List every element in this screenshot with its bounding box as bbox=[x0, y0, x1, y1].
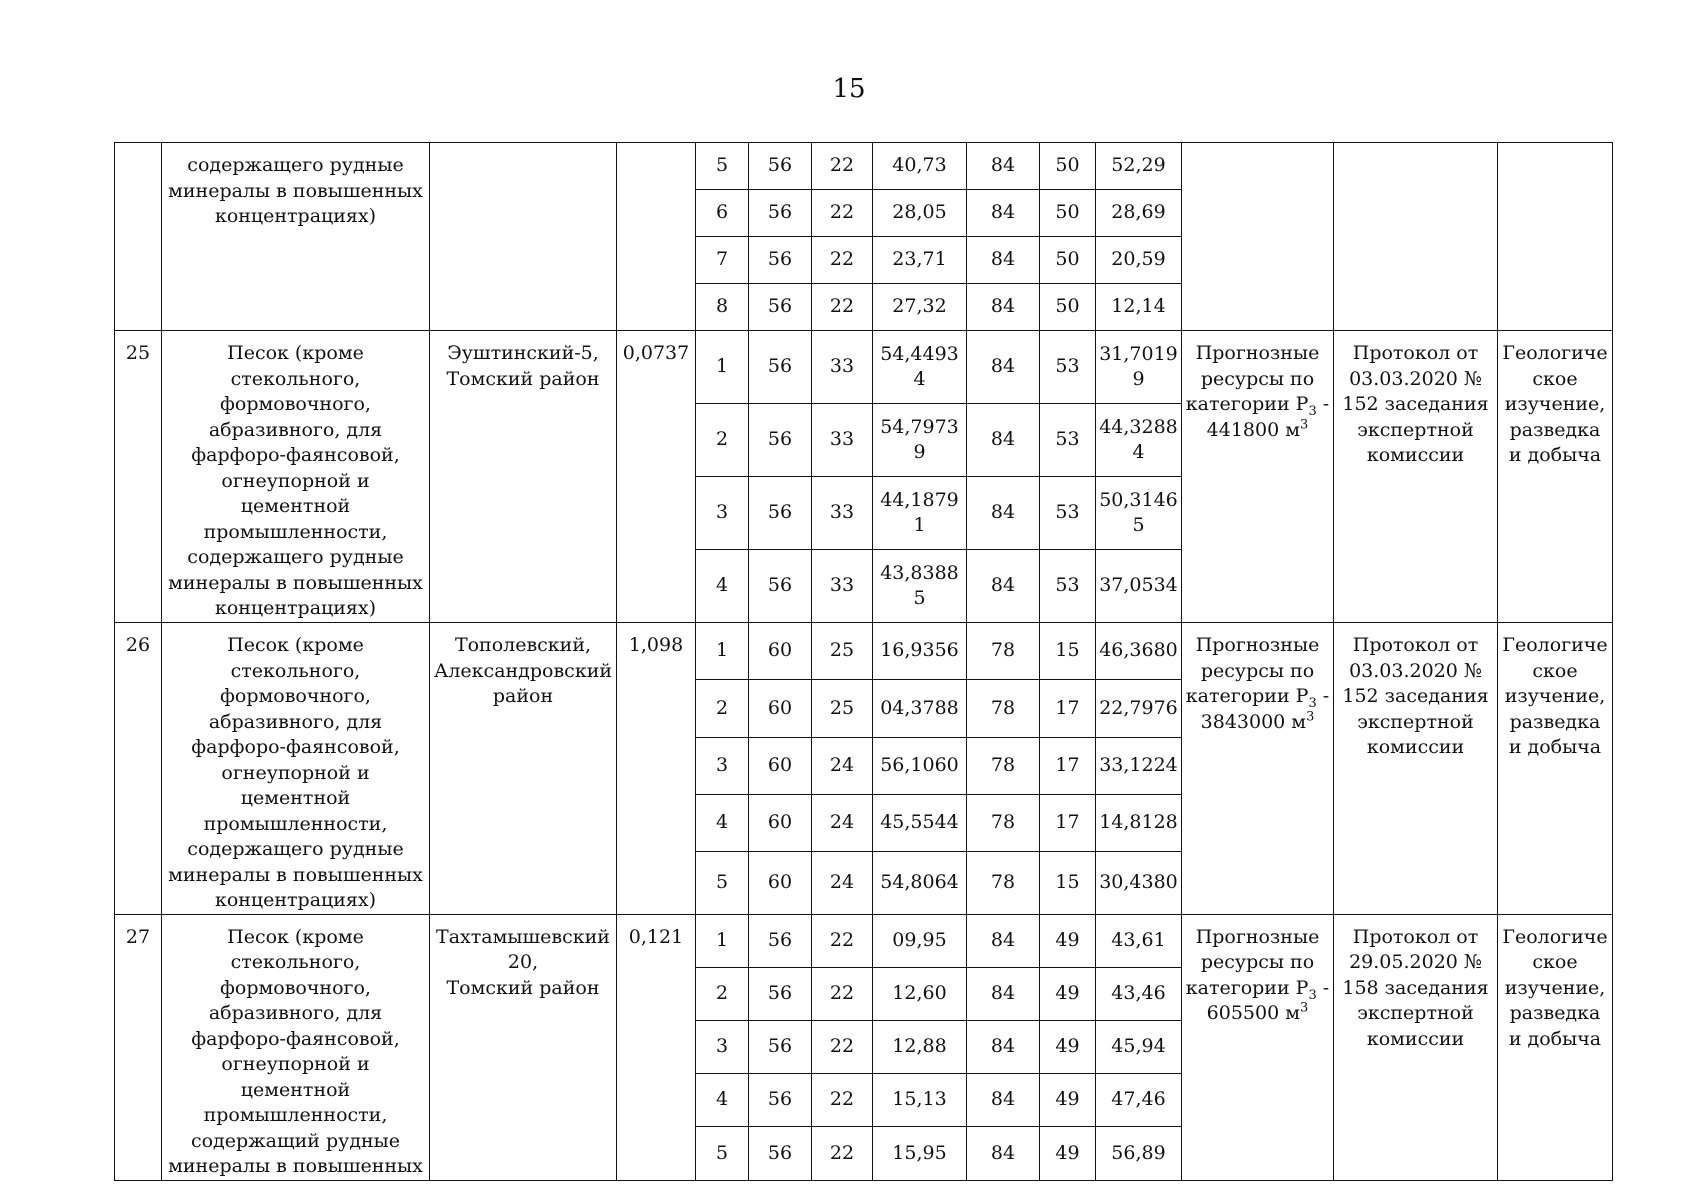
resources-text: Прогнозные ресурсы по категории P bbox=[1185, 925, 1320, 999]
lat-minutes: 22 bbox=[812, 967, 873, 1020]
lon-degrees: 84 bbox=[967, 331, 1040, 404]
lat-degrees: 56 bbox=[749, 143, 812, 190]
resources-amount: - 3843000 м bbox=[1200, 685, 1330, 733]
point-number: 1 bbox=[696, 914, 749, 967]
lon-seconds: 46,3680 bbox=[1096, 623, 1182, 680]
lat-degrees: 56 bbox=[749, 190, 812, 237]
plot-location: Эуштинский-5, Томский район bbox=[430, 331, 617, 623]
lat-minutes: 22 bbox=[812, 1127, 873, 1180]
lon-seconds: 43,46 bbox=[1096, 967, 1182, 1020]
point-number: 5 bbox=[696, 1127, 749, 1180]
lat-degrees: 56 bbox=[749, 404, 812, 477]
plot-area: 0,0737 bbox=[617, 331, 696, 623]
lat-degrees: 56 bbox=[749, 1127, 812, 1180]
point-number: 5 bbox=[696, 852, 749, 914]
lon-minutes: 53 bbox=[1040, 331, 1096, 404]
lat-degrees: 56 bbox=[749, 1020, 812, 1073]
lon-minutes: 49 bbox=[1040, 1020, 1096, 1073]
row-number: 26 bbox=[115, 623, 162, 915]
lon-degrees: 84 bbox=[967, 237, 1040, 284]
lat-minutes: 25 bbox=[812, 623, 873, 680]
lon-degrees: 84 bbox=[967, 284, 1040, 331]
point-number: 4 bbox=[696, 1074, 749, 1127]
lat-minutes: 24 bbox=[812, 737, 873, 794]
lon-degrees: 78 bbox=[967, 794, 1040, 851]
lon-minutes: 15 bbox=[1040, 852, 1096, 914]
lat-seconds: 09,95 bbox=[873, 914, 967, 967]
lat-degrees: 56 bbox=[749, 237, 812, 284]
table-row bbox=[115, 331, 1613, 404]
lon-seconds: 33,1224 bbox=[1096, 737, 1182, 794]
lat-minutes: 22 bbox=[812, 1020, 873, 1073]
resources-cell bbox=[1182, 143, 1334, 331]
lat-minutes: 33 bbox=[812, 404, 873, 477]
lat-minutes: 22 bbox=[812, 914, 873, 967]
mineral-name: содержащего рудные минералы в повышенных концентрациях) bbox=[162, 143, 430, 331]
lon-degrees: 84 bbox=[967, 967, 1040, 1020]
lat-minutes: 33 bbox=[812, 550, 873, 623]
lon-degrees: 84 bbox=[967, 477, 1040, 550]
lon-degrees: 84 bbox=[967, 143, 1040, 190]
lon-degrees: 84 bbox=[967, 404, 1040, 477]
lat-minutes: 22 bbox=[812, 237, 873, 284]
plot-location: Тополевский, Александровский район bbox=[430, 623, 617, 915]
resources-unit-power: 3 bbox=[1300, 1000, 1309, 1016]
protocol-cell bbox=[1334, 143, 1498, 331]
point-number: 8 bbox=[696, 284, 749, 331]
expert-protocol: Протокол от 03.03.2020 № 152 заседания экспертной комиссии bbox=[1334, 331, 1498, 623]
point-number: 2 bbox=[696, 404, 749, 477]
lat-seconds: 15,95 bbox=[873, 1127, 967, 1180]
point-number: 4 bbox=[696, 794, 749, 851]
lat-minutes: 33 bbox=[812, 477, 873, 550]
lat-minutes: 24 bbox=[812, 852, 873, 914]
lon-minutes: 50 bbox=[1040, 237, 1096, 284]
resources-category: 3 bbox=[1308, 695, 1317, 711]
lon-degrees: 84 bbox=[967, 1127, 1040, 1180]
point-number: 4 bbox=[696, 550, 749, 623]
resources-text: Прогнозные ресурсы по категории P bbox=[1185, 342, 1320, 415]
lat-seconds: 16,9356 bbox=[873, 623, 967, 680]
subsoil-plots-table bbox=[114, 142, 1613, 1181]
lon-degrees: 84 bbox=[967, 550, 1040, 623]
lat-seconds: 45,5544 bbox=[873, 794, 967, 851]
lon-seconds: 14,8128 bbox=[1096, 794, 1182, 851]
lat-degrees: 56 bbox=[749, 967, 812, 1020]
lon-minutes: 49 bbox=[1040, 1127, 1096, 1180]
plot-location: Тахтамышевский 20, Томский район bbox=[430, 914, 617, 1180]
point-number: 2 bbox=[696, 967, 749, 1020]
lat-minutes: 22 bbox=[812, 284, 873, 331]
resources-text: Прогнозные ресурсы по категории P bbox=[1185, 634, 1320, 707]
expert-protocol: Протокол от 03.03.2020 № 152 заседания экспертной комиссии bbox=[1334, 623, 1498, 915]
lon-seconds: 37,0534 bbox=[1096, 550, 1182, 623]
resources-category: 3 bbox=[1308, 987, 1317, 1003]
lon-seconds: 56,89 bbox=[1096, 1127, 1182, 1180]
lat-minutes: 22 bbox=[812, 190, 873, 237]
lon-minutes: 17 bbox=[1040, 737, 1096, 794]
lon-degrees: 78 bbox=[967, 737, 1040, 794]
mineral-name: Песок (кроме стекольного, формовочного, абразивного, для фарфоро-фаянсовой, огнеупорной и цементной промышленности, содержащего рудные минералы в повышенных концентрациях) bbox=[162, 331, 430, 623]
purpose-cell bbox=[1498, 143, 1613, 331]
lon-minutes: 49 bbox=[1040, 967, 1096, 1020]
lon-seconds: 47,46 bbox=[1096, 1074, 1182, 1127]
lat-degrees: 56 bbox=[749, 550, 812, 623]
lat-degrees: 60 bbox=[749, 680, 812, 737]
row-number: 25 bbox=[115, 331, 162, 623]
forecast-resources bbox=[1182, 623, 1334, 915]
lat-seconds: 54,7973 9 bbox=[873, 404, 967, 477]
lon-seconds: 12,14 bbox=[1096, 284, 1182, 331]
lat-degrees: 56 bbox=[749, 477, 812, 550]
lon-minutes: 53 bbox=[1040, 477, 1096, 550]
lon-seconds: 43,61 bbox=[1096, 914, 1182, 967]
point-number: 3 bbox=[696, 737, 749, 794]
lat-seconds: 28,05 bbox=[873, 190, 967, 237]
lon-seconds: 44,3288 4 bbox=[1096, 404, 1182, 477]
lat-seconds: 40,73 bbox=[873, 143, 967, 190]
lat-minutes: 22 bbox=[812, 1074, 873, 1127]
lon-degrees: 78 bbox=[967, 623, 1040, 680]
forecast-resources bbox=[1182, 914, 1334, 1180]
lat-degrees: 56 bbox=[749, 331, 812, 404]
expert-protocol: Протокол от 29.05.2020 № 158 заседания экспертной комиссии bbox=[1334, 914, 1498, 1180]
lat-degrees: 56 bbox=[749, 1074, 812, 1127]
lon-minutes: 50 bbox=[1040, 284, 1096, 331]
lat-minutes: 24 bbox=[812, 794, 873, 851]
lon-seconds: 45,94 bbox=[1096, 1020, 1182, 1073]
lat-seconds: 54,4493 4 bbox=[873, 331, 967, 404]
lon-minutes: 49 bbox=[1040, 1074, 1096, 1127]
resources-unit-power: 3 bbox=[1306, 709, 1315, 725]
lon-degrees: 84 bbox=[967, 914, 1040, 967]
usage-purpose: Геологиче ское изучение, разведка и добыча bbox=[1498, 331, 1613, 623]
lat-seconds: 43,8388 5 bbox=[873, 550, 967, 623]
point-number: 5 bbox=[696, 143, 749, 190]
point-number: 3 bbox=[696, 477, 749, 550]
lat-minutes: 22 bbox=[812, 143, 873, 190]
lon-minutes: 53 bbox=[1040, 404, 1096, 477]
point-number: 1 bbox=[696, 623, 749, 680]
lon-minutes: 50 bbox=[1040, 190, 1096, 237]
lat-seconds: 44,1879 1 bbox=[873, 477, 967, 550]
lat-seconds: 27,32 bbox=[873, 284, 967, 331]
page-number: 15 bbox=[832, 74, 866, 104]
lat-seconds: 04,3788 bbox=[873, 680, 967, 737]
lon-degrees: 78 bbox=[967, 852, 1040, 914]
lat-degrees: 60 bbox=[749, 623, 812, 680]
forecast-resources bbox=[1182, 331, 1334, 623]
usage-purpose: Геологиче ское изучение, разведка и добыча bbox=[1498, 914, 1613, 1180]
lon-degrees: 84 bbox=[967, 1020, 1040, 1073]
lat-degrees: 60 bbox=[749, 794, 812, 851]
lat-degrees: 60 bbox=[749, 737, 812, 794]
lon-seconds: 50,3146 5 bbox=[1096, 477, 1182, 550]
lon-seconds: 20,59 bbox=[1096, 237, 1182, 284]
mineral-name: Песок (кроме стекольного, формовочного, абразивного, для фарфоро-фаянсовой, огнеупорной и цементной промышленности, содержащий рудные минералы в повышенных bbox=[162, 914, 430, 1180]
table-row bbox=[115, 623, 1613, 680]
lon-minutes: 49 bbox=[1040, 914, 1096, 967]
lon-seconds: 30,4380 bbox=[1096, 852, 1182, 914]
usage-purpose: Геологиче ское изучение, разведка и добыча bbox=[1498, 623, 1613, 915]
lon-minutes: 17 bbox=[1040, 794, 1096, 851]
lon-seconds: 31,7019 9 bbox=[1096, 331, 1182, 404]
lat-degrees: 56 bbox=[749, 914, 812, 967]
lat-seconds: 56,1060 bbox=[873, 737, 967, 794]
lat-minutes: 33 bbox=[812, 331, 873, 404]
lat-seconds: 23,71 bbox=[873, 237, 967, 284]
area-cell bbox=[617, 143, 696, 331]
point-number: 7 bbox=[696, 237, 749, 284]
lon-minutes: 53 bbox=[1040, 550, 1096, 623]
lat-seconds: 15,13 bbox=[873, 1074, 967, 1127]
lon-seconds: 22,7976 bbox=[1096, 680, 1182, 737]
resources-category: 3 bbox=[1308, 403, 1317, 419]
lon-seconds: 28,69 bbox=[1096, 190, 1182, 237]
row-number-cell bbox=[115, 143, 162, 331]
lon-minutes: 17 bbox=[1040, 680, 1096, 737]
lat-minutes: 25 bbox=[812, 680, 873, 737]
lat-degrees: 60 bbox=[749, 852, 812, 914]
resources-amount: - 605500 м bbox=[1206, 976, 1330, 1024]
plot-area: 0,121 bbox=[617, 914, 696, 1180]
lon-seconds: 52,29 bbox=[1096, 143, 1182, 190]
lon-minutes: 50 bbox=[1040, 143, 1096, 190]
plot-area: 1,098 bbox=[617, 623, 696, 915]
resources-amount: - 441800 м bbox=[1206, 393, 1330, 441]
lon-minutes: 15 bbox=[1040, 623, 1096, 680]
lat-seconds: 54,8064 bbox=[873, 852, 967, 914]
row-number: 27 bbox=[115, 914, 162, 1180]
table-row bbox=[115, 143, 1613, 190]
point-number: 3 bbox=[696, 1020, 749, 1073]
table-row bbox=[115, 914, 1613, 967]
lat-seconds: 12,60 bbox=[873, 967, 967, 1020]
mineral-name: Песок (кроме стекольного, формовочного, абразивного, для фарфоро-фаянсовой, огнеупорной и цементной промышленности, содержащего рудные минералы в повышенных концентрациях) bbox=[162, 623, 430, 915]
lat-seconds: 12,88 bbox=[873, 1020, 967, 1073]
lon-degrees: 84 bbox=[967, 1074, 1040, 1127]
resources-unit-power: 3 bbox=[1300, 417, 1309, 433]
point-number: 1 bbox=[696, 331, 749, 404]
lon-degrees: 78 bbox=[967, 680, 1040, 737]
lat-degrees: 56 bbox=[749, 284, 812, 331]
lon-degrees: 84 bbox=[967, 190, 1040, 237]
point-number: 6 bbox=[696, 190, 749, 237]
point-number: 2 bbox=[696, 680, 749, 737]
location-cell bbox=[430, 143, 617, 331]
